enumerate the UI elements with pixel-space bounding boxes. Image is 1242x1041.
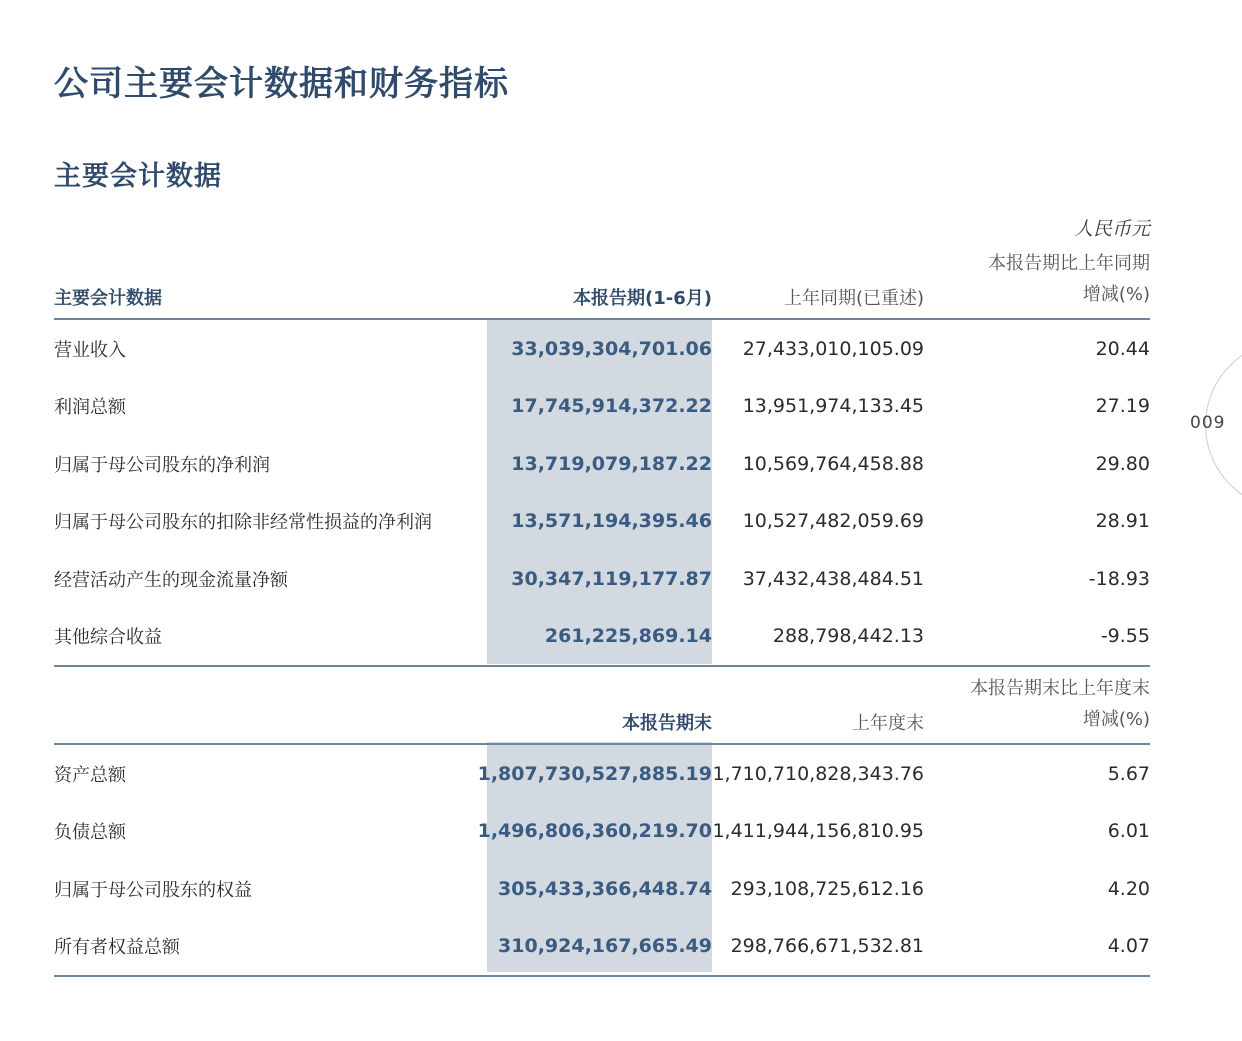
column-header-label: 主要会计数据 (54, 288, 162, 309)
table-row (54, 608, 1150, 666)
column-header-change (924, 244, 1150, 318)
column-header-current: 本报告期(1-6月) (573, 288, 712, 309)
row-previous-value: 293,108,725,612.16 (730, 877, 924, 900)
row-label: 资产总额 (54, 764, 126, 786)
column-header-change-line1: 本报告期比上年同期 (988, 253, 1150, 274)
column-header-previous: 上年度末 (852, 713, 924, 734)
row-change-value: -18.93 (1088, 567, 1150, 590)
row-label: 其他综合收益 (54, 627, 162, 649)
column-header-change-line1: 本报告期末比上年度末 (970, 678, 1150, 699)
row-change-value: 6.01 (1107, 820, 1150, 843)
currency-unit: 人民币元 (1073, 218, 1150, 240)
row-previous-value: 10,569,764,458.88 (742, 452, 924, 475)
table2-header-row (54, 667, 1150, 743)
row-change-value: 5.67 (1107, 762, 1150, 785)
row-change-value: -9.55 (1100, 625, 1150, 648)
table1-header-row (54, 244, 1150, 318)
row-previous-value: 27,433,010,105.09 (742, 337, 924, 360)
row-previous-value: 1,411,944,156,810.95 (712, 820, 924, 843)
row-change-value: 20.44 (1095, 337, 1150, 360)
page-number: 009 (1190, 413, 1226, 433)
row-label: 利润总额 (54, 397, 126, 419)
row-previous-value: 298,766,671,532.81 (730, 935, 924, 958)
row-label: 所有者权益总额 (54, 937, 180, 959)
row-label: 归属于母公司股东的净利润 (54, 454, 270, 476)
row-label: 归属于母公司股东的权益 (54, 879, 252, 901)
page-title: 公司主要会计数据和财务指标 (54, 64, 509, 104)
row-current-value: 305,433,366,448.74 (498, 877, 712, 900)
row-current-value: 30,347,119,177.87 (511, 567, 712, 590)
row-current-value: 13,571,194,395.46 (511, 510, 712, 533)
row-current-value: 1,496,806,360,219.70 (477, 820, 712, 843)
column-header-current: 本报告期末 (622, 713, 712, 734)
row-current-value: 310,924,167,665.49 (498, 935, 712, 958)
column-header-change (924, 667, 1150, 743)
accounting-data-table (54, 244, 1150, 977)
table-row (54, 435, 1150, 493)
table-row (54, 803, 1150, 861)
row-label: 负债总额 (54, 822, 126, 844)
row-current-value: 13,719,079,187.22 (511, 452, 712, 475)
table-row (54, 320, 1150, 378)
table1-bottom-rule (54, 665, 1150, 667)
row-current-value: 33,039,304,701.06 (511, 337, 712, 360)
row-change-value: 4.20 (1107, 877, 1150, 900)
section-title: 主要会计数据 (54, 161, 222, 192)
row-current-value: 261,225,869.14 (544, 625, 712, 648)
table1-header-rule (54, 318, 1150, 320)
row-previous-value: 37,432,438,484.51 (742, 567, 924, 590)
column-header-previous: 上年同期(已重述) (783, 288, 924, 309)
table2-header-rule (54, 743, 1150, 745)
row-change-value: 4.07 (1107, 935, 1150, 958)
row-previous-value: 13,951,974,133.45 (742, 395, 924, 418)
table-row (54, 745, 1150, 803)
column-header-change-line2: 增减(%) (1082, 284, 1150, 305)
table2-bottom-rule (54, 975, 1150, 977)
table-row (54, 550, 1150, 608)
row-change-value: 28.91 (1095, 510, 1150, 533)
row-previous-value: 288,798,442.13 (772, 625, 924, 648)
table-row (54, 493, 1150, 551)
row-previous-value: 1,710,710,828,343.76 (712, 762, 924, 785)
table-row (54, 378, 1150, 436)
row-current-value: 17,745,914,372.22 (511, 395, 712, 418)
column-header-change-line2: 增减(%) (1082, 709, 1150, 730)
row-label: 经营活动产生的现金流量净额 (54, 569, 288, 591)
row-current-value: 1,807,730,527,885.19 (477, 762, 712, 785)
row-change-value: 27.19 (1095, 395, 1150, 418)
table-row (54, 860, 1150, 918)
row-change-value: 29.80 (1095, 452, 1150, 475)
row-label: 归属于母公司股东的扣除非经常性损益的净利润 (54, 512, 432, 534)
row-label: 营业收入 (54, 339, 126, 361)
table-row (54, 918, 1150, 976)
row-previous-value: 10,527,482,059.69 (742, 510, 924, 533)
